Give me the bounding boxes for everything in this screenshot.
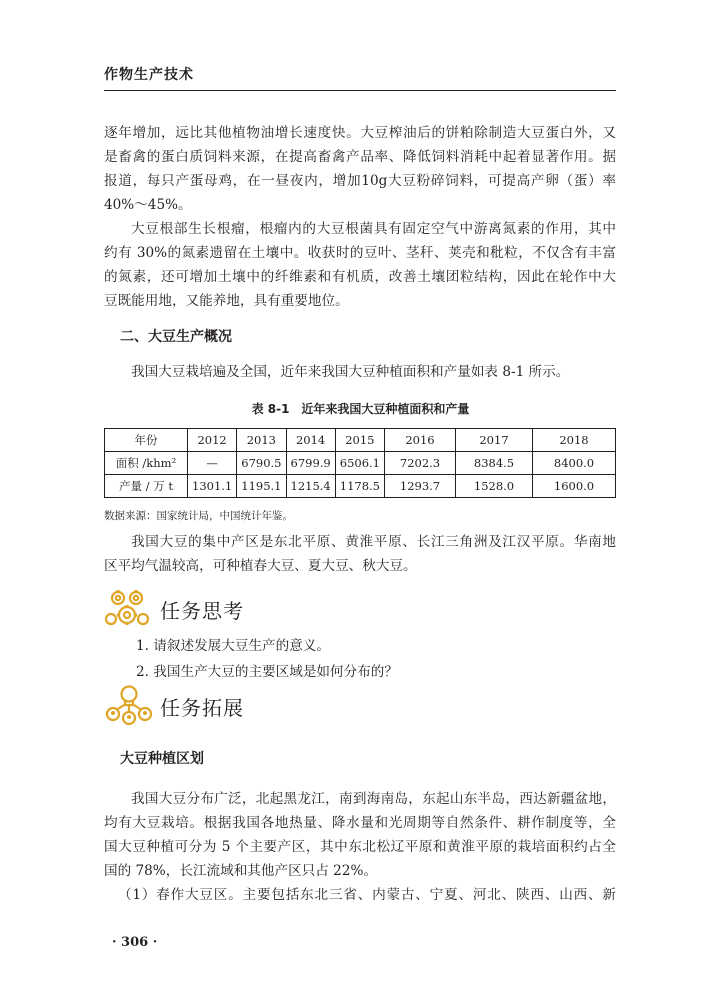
table-row (105, 452, 616, 475)
text-line: 我国大豆分布广泛，北起黑龙江，南到海南岛，东起山东半岛，西达新疆盆地， (131, 791, 616, 807)
table-source-note: 数据来源：国家统计局，中国统计年鉴。 (104, 510, 293, 522)
table-row-label: 产量 / 万 t (105, 475, 188, 498)
text-line: （1）春作大豆区。主要包括东北三省、内蒙古、宁夏、河北、陕西、山西、新 (118, 887, 616, 903)
table-cell: 6790.5 (237, 452, 286, 475)
text-line: 区平均气温较高，可种植春大豆、夏大豆、秋大豆。 (104, 558, 417, 574)
table-header-cell: 2016 (385, 429, 456, 452)
gears-icon (104, 587, 154, 631)
table-row (105, 475, 616, 498)
table-header-cell: 2013 (237, 429, 286, 452)
text-line: 逐年增加，远比其他植物油增长速度快。大豆榨油后的饼粕除制造大豆蛋白外，又 (104, 125, 616, 141)
text-line: 均有大豆栽培。根据我国各地热量、降水量和光周期等自然条件、耕作制度等，全 (104, 815, 616, 831)
text-line: 国的 78%，长江流域和其他产区只占 22%。 (104, 863, 377, 879)
table-header-cell: 2015 (335, 429, 384, 452)
task-expand-title: 任务拓展 (160, 695, 244, 720)
table-header-cell: 2012 (188, 429, 237, 452)
text-line: 我国大豆栽培遍及全国，近年来我国大豆种植面积和产量如表 8-1 所示。 (131, 364, 570, 380)
paragraph-root-nodules (104, 217, 616, 313)
paragraph-production-areas (104, 530, 616, 578)
text-line: 是畜禽的蛋白质饲料来源，在提高畜禽产品率、降低饲料消耗中起着显著作用。据 (104, 149, 616, 165)
table-header-row (105, 429, 616, 452)
table-caption: 表 8-1 近年来我国大豆种植面积和产量 (251, 402, 470, 416)
header-rule (104, 90, 616, 91)
table-cell: 6799.9 (286, 452, 335, 475)
text-line: 我国大豆的集中产区是东北平原、黄淮平原、长江三角洲及江汉平原。华南地 (131, 534, 616, 550)
paragraph-planting-regions (104, 787, 616, 883)
running-header-title: 作物生产技术 (104, 67, 194, 83)
list-item: 2. 我国生产大豆的主要区域是如何分布的？ (136, 664, 398, 680)
text-line: 约有 30%的氮素遗留在土壤中。收获时的豆叶、茎秆、荚壳和秕粒，不仅含有丰富 (104, 245, 616, 261)
table-header-cell: 年份 (105, 429, 188, 452)
text-line: 大豆根部生长根瘤，根瘤内的大豆根菌具有固定空气中游离氮素的作用，其中 (131, 221, 616, 237)
text-line: 报道，每只产蛋母鸡，在一昼夜内，增加10g大豆粉碎饲料，可提高产卵（蛋）率 (104, 173, 616, 189)
table-cell: 8384.5 (456, 452, 533, 475)
soybean-data-table (104, 428, 616, 498)
paragraph-spring-region (104, 883, 616, 907)
table-cell: 1293.7 (385, 475, 456, 498)
table-cell: 1528.0 (456, 475, 533, 498)
paragraph-table-intro (104, 360, 616, 384)
table-cell: 6506.1 (335, 452, 384, 475)
sub-heading: 大豆种植区划 (120, 751, 204, 767)
text-line: 豆既能用地，又能养地，具有重要地位。 (104, 293, 349, 309)
lightbulb-people-icon (104, 684, 154, 728)
table-cell: 1195.1 (237, 475, 286, 498)
list-item: 1. 请叙述发展大豆生产的意义。 (136, 638, 331, 654)
paragraph-oil-uses (104, 121, 616, 217)
task-think-title: 任务思考 (160, 598, 244, 623)
table-cell: 1178.5 (335, 475, 384, 498)
text-line: 40%～45%。 (104, 197, 192, 213)
page-number: · 306 · (112, 935, 158, 950)
table-cell: 1600.0 (533, 475, 616, 498)
table-header-cell: 2014 (286, 429, 335, 452)
table-cell: — (188, 452, 237, 475)
task-expand-heading (104, 684, 244, 728)
table-row-label: 面积 /khm² (105, 452, 188, 475)
section-heading: 二、大豆生产概况 (120, 329, 232, 345)
table-cell: 8400.0 (533, 452, 616, 475)
task-think-heading (104, 587, 244, 631)
table-header-cell: 2018 (533, 429, 616, 452)
table-cell: 1215.4 (286, 475, 335, 498)
text-line: 的氮素，还可增加土壤中的纤维素和有机质，改善土壤团粒结构，因此在轮作中大 (104, 269, 616, 285)
table-cell: 7202.3 (385, 452, 456, 475)
table-cell: 1301.1 (188, 475, 237, 498)
table-header-cell: 2017 (456, 429, 533, 452)
text-line: 国大豆种植可分为 5 个主要产区，其中东北松辽平原和黄淮平原的栽培面积约占全 (104, 839, 616, 855)
